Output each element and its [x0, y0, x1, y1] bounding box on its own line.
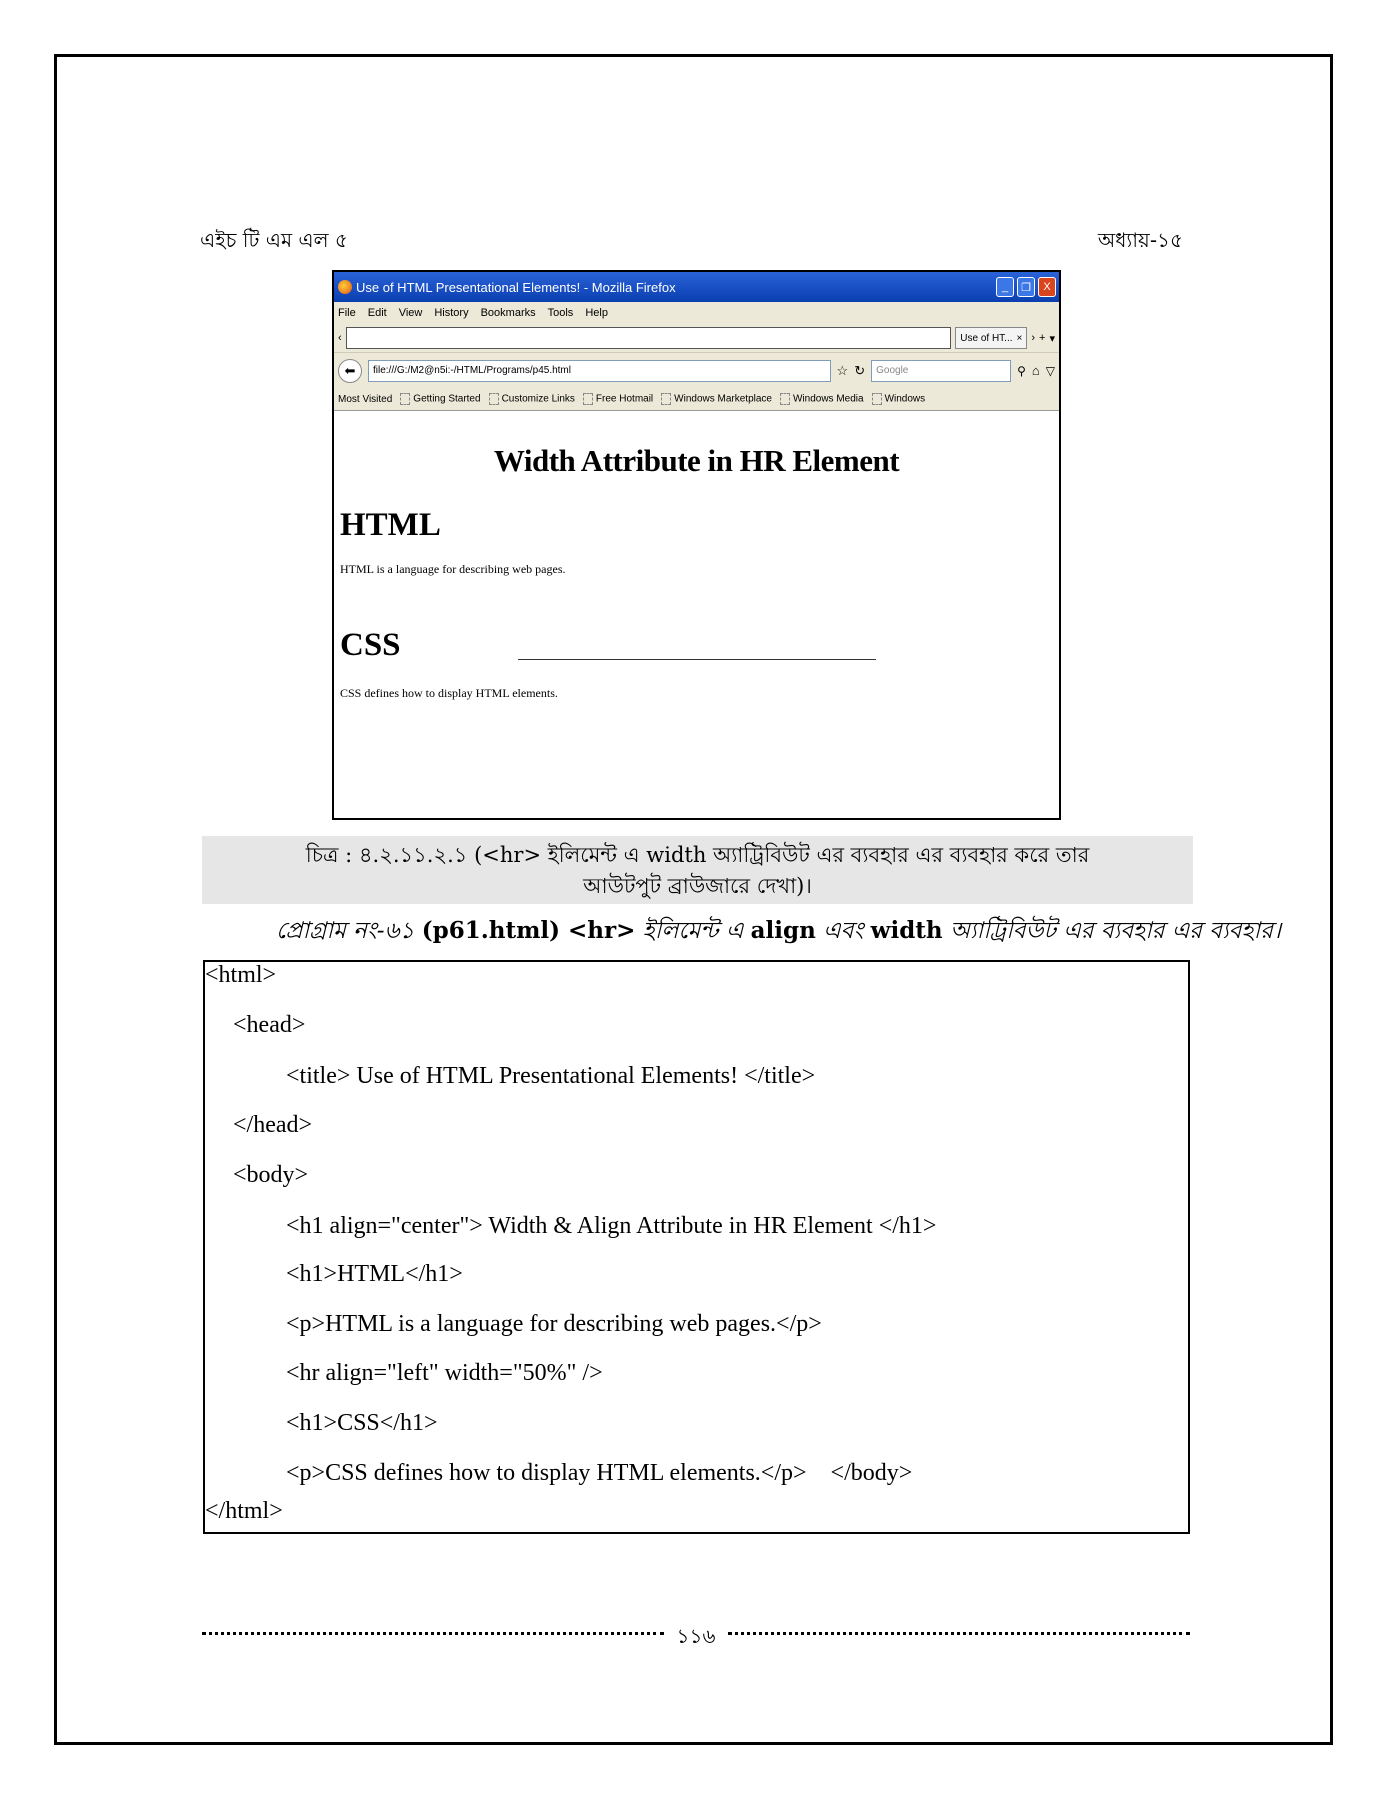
- page-number: [202, 1622, 1190, 1655]
- search-magnifier-icon[interactable]: ⚲: [1017, 363, 1026, 378]
- program-title-align: align: [750, 917, 816, 944]
- browser-page-content: [334, 443, 1059, 701]
- maximize-icon[interactable]: ❐: [1017, 277, 1035, 297]
- bookmark-customize-links[interactable]: Customize Links: [489, 393, 575, 405]
- code-listing: [203, 960, 1190, 1534]
- firefox-icon: [338, 280, 352, 294]
- menu-view[interactable]: View: [398, 307, 423, 319]
- bookmark-free-hotmail[interactable]: Free Hotmail: [583, 393, 653, 405]
- code-line: </html>: [205, 1498, 283, 1524]
- tab-scroll-left-icon[interactable]: ‹: [338, 332, 342, 344]
- bookmark-windows-marketplace[interactable]: Windows Marketplace: [661, 393, 772, 405]
- rendered-horizontal-rule: [518, 659, 876, 660]
- code-line: </head>: [233, 1112, 313, 1138]
- window-titlebar: [334, 272, 1059, 302]
- search-placeholder: Google: [876, 365, 909, 376]
- rendered-page-heading: Width Attribute in HR Element: [493, 443, 900, 478]
- tab-list-icon[interactable]: ▾: [1049, 332, 1055, 345]
- figure-caption: [202, 836, 1193, 904]
- tab-scroll-right-icon[interactable]: ›: [1031, 332, 1036, 344]
- page-number-text: ১১৬: [669, 1624, 724, 1648]
- rendered-css-heading: CSS: [340, 627, 401, 663]
- rendered-html-heading: HTML: [340, 507, 441, 543]
- browser-screenshot: [332, 270, 1061, 820]
- menu-bar: [334, 302, 1059, 324]
- program-title: [276, 912, 1281, 951]
- url-field[interactable]: [368, 360, 831, 382]
- bookmark-star-icon[interactable]: ☆: [836, 362, 849, 378]
- code-line: <hr align="left" width="50%" />: [286, 1360, 603, 1386]
- program-title-file: (p61.html) <hr>: [421, 917, 636, 944]
- running-header-left: এইচ টি এম এল ৫: [200, 228, 348, 252]
- menu-history[interactable]: History: [434, 307, 469, 319]
- running-header-right: অধ্যায়-১৫: [1097, 228, 1183, 252]
- code-line: <h1>CSS</h1>: [286, 1410, 438, 1436]
- menu-help[interactable]: Help: [585, 307, 608, 319]
- code-line: <title> Use of HTML Presentational Elements! </title>: [286, 1063, 816, 1089]
- menu-edit[interactable]: Edit: [367, 307, 387, 319]
- page-footer: [202, 1622, 1190, 1652]
- reload-icon[interactable]: ↻: [854, 362, 866, 378]
- program-title-mid2: এবং: [815, 918, 871, 944]
- code-line: <h1>HTML</h1>: [286, 1261, 463, 1287]
- search-input[interactable]: [871, 360, 1011, 382]
- code-line: <head>: [233, 1012, 306, 1038]
- code-line: <html>: [205, 962, 277, 988]
- navigation-bar: [334, 352, 1059, 388]
- tab-bar: [334, 324, 1059, 352]
- program-title-width: width: [870, 917, 943, 944]
- new-tab-icon[interactable]: +: [1039, 332, 1046, 344]
- bookmark-windows-media[interactable]: Windows Media: [780, 393, 864, 405]
- window-title: Use of HTML Presentational Elements! - Mozilla Firefox: [356, 279, 676, 295]
- code-line: <h1 align="center"> Width & Align Attribute in HR Element </h1>: [286, 1213, 937, 1239]
- back-arrow-icon[interactable]: ⬅: [338, 359, 362, 383]
- caption-line-1: চিত্র : ৪.২.১১.২.১ (<hr> ইলিমেন্ট এ width অ্যাট্রিবিউট এর ব্যবহার এর ব্যবহার করে তার: [305, 843, 1090, 867]
- rendered-css-paragraph: CSS defines how to display HTML elements.: [340, 686, 558, 700]
- caption-line-2: আউটপুট ব্রাউজারে দেখা)।: [583, 874, 812, 898]
- code-line: <body>: [233, 1162, 309, 1188]
- tab-label: Use of HT...: [960, 332, 1013, 344]
- program-title-mid1: ইলিমেন্ট এ: [635, 918, 751, 944]
- url-text: file:///G:/M2@n5i:-/HTML/Programs/p45.html: [373, 365, 571, 376]
- program-title-prefix: প্রোগ্রাম নং-৬১: [276, 918, 422, 944]
- tab-strip: [346, 327, 952, 349]
- tab-active[interactable]: [955, 327, 1027, 349]
- tab-close-icon[interactable]: ×: [1016, 332, 1023, 344]
- menu-bookmarks[interactable]: Bookmarks: [480, 307, 536, 319]
- bookmark-windows[interactable]: Windows: [872, 393, 926, 405]
- bookmarks-toolbar: [334, 388, 1059, 411]
- home-icon[interactable]: ⌂: [1031, 363, 1040, 378]
- code-line: <p>HTML is a language for describing web pages.</p>: [286, 1311, 822, 1337]
- bookmark-getting-started[interactable]: Getting Started: [400, 393, 480, 405]
- code-line: <p>CSS defines how to display HTML elements.</p> </body>: [286, 1460, 913, 1486]
- menu-file[interactable]: File: [338, 307, 356, 319]
- rendered-html-paragraph: HTML is a language for describing web pages.: [340, 562, 566, 576]
- pocket-icon[interactable]: ▽: [1045, 363, 1055, 378]
- minimize-icon[interactable]: _: [996, 277, 1014, 297]
- program-title-suffix: অ্যাট্রিবিউট এর ব্যবহার এর ব্যবহার।: [942, 918, 1282, 944]
- menu-tools[interactable]: Tools: [547, 307, 574, 319]
- bookmark-most-visited[interactable]: Most Visited: [338, 393, 393, 405]
- close-icon[interactable]: X: [1038, 277, 1056, 297]
